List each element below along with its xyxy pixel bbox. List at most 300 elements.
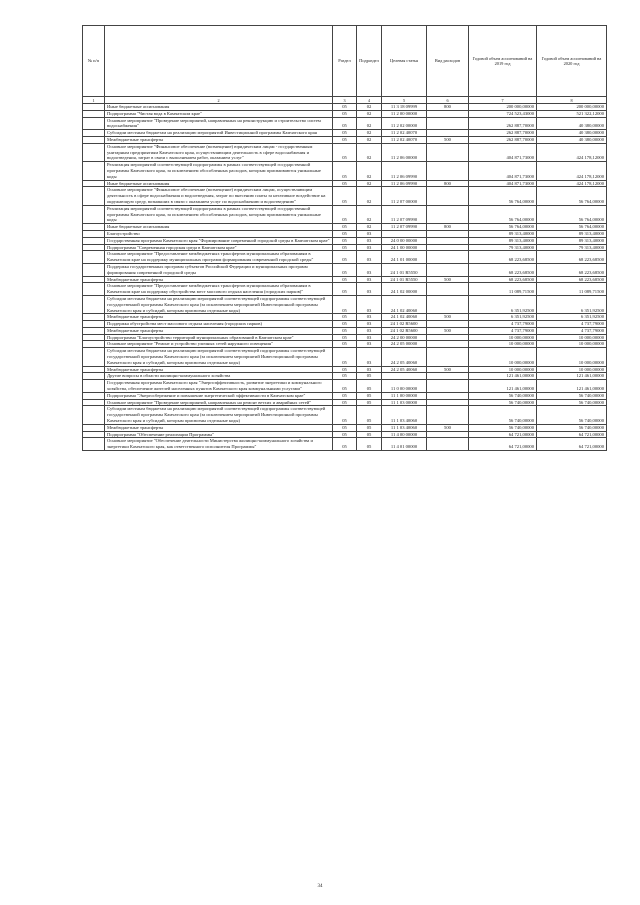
- row-expense-type-cell: 500: [427, 327, 469, 334]
- row-amount-2019-cell: 56 740,00000: [469, 424, 537, 431]
- row-amount-2019-cell: 262 887,70000: [469, 130, 537, 137]
- table-row: [83, 348, 607, 366]
- row-amount-2020-cell: 40 380,00000: [537, 136, 607, 143]
- row-amount-2020-cell: 200 000,00000: [537, 104, 607, 111]
- row-number-cell: [83, 230, 105, 237]
- row-target-article-cell: 11 1 00 00000: [382, 392, 427, 399]
- table-row: [83, 438, 607, 451]
- row-name-cell: Подпрограмма "Чистая вода в Камчатском крае": [105, 110, 333, 117]
- row-expense-type-cell: [427, 341, 469, 348]
- row-number-cell: [83, 162, 105, 180]
- row-expense-type-cell: [427, 143, 469, 161]
- table-row: [83, 230, 607, 237]
- row-amount-2019-cell: 6 351,92500: [469, 314, 537, 321]
- row-podrazdel-cell: 03: [357, 348, 382, 366]
- row-expense-type-cell: [427, 438, 469, 451]
- row-podrazdel-cell: 03: [357, 366, 382, 373]
- row-target-article-cell: 11 2 06 09990: [382, 180, 427, 187]
- row-expense-type-cell: [427, 334, 469, 341]
- row-expense-type-cell: [427, 321, 469, 328]
- row-expense-type-cell: [427, 230, 469, 237]
- row-expense-type-cell: [427, 373, 469, 380]
- row-target-article-cell: 24 1 00 00000: [382, 244, 427, 251]
- row-target-article-cell: 24 1 02 40060: [382, 314, 427, 321]
- row-number-cell: [83, 130, 105, 137]
- row-podrazdel-cell: 05: [357, 424, 382, 431]
- row-podrazdel-cell: 05: [357, 380, 382, 393]
- row-target-article-cell: 24 1 02 40060: [382, 295, 427, 313]
- row-amount-2019-cell: 56 740,00000: [469, 406, 537, 424]
- row-expense-type-cell: 800: [427, 224, 469, 231]
- row-target-article-cell: 11 1 03 00000: [382, 399, 427, 406]
- row-razdel-cell: 05: [333, 424, 357, 431]
- table-header-row: [83, 26, 607, 97]
- row-razdel-cell: 05: [333, 136, 357, 143]
- row-name-cell: Основное мероприятие "Проведение мероприятий, направленных на ремонт ветхих и аварийных сетей": [105, 399, 333, 406]
- table-row: [83, 321, 607, 328]
- row-expense-type-cell: [427, 187, 469, 205]
- row-razdel-cell: 05: [333, 380, 357, 393]
- row-podrazdel-cell: 03: [357, 341, 382, 348]
- row-expense-type-cell: [427, 117, 469, 130]
- table-row: [83, 244, 607, 251]
- table-row: [83, 143, 607, 161]
- table-row: [83, 295, 607, 313]
- row-name-cell: Благоустройство: [105, 230, 333, 237]
- row-target-article-cell: [382, 230, 427, 237]
- budget-sheet: [82, 25, 606, 451]
- row-name-cell: Субсидии местным бюджетам на реализацию мероприятий Инвестиционной программы Камчатского края: [105, 130, 333, 137]
- row-podrazdel-cell: 03: [357, 230, 382, 237]
- row-number-cell: [83, 314, 105, 321]
- row-name-cell: Межбюджетные трансферты: [105, 136, 333, 143]
- row-expense-type-cell: [427, 295, 469, 313]
- row-podrazdel-cell: 02: [357, 162, 382, 180]
- header-expense-type: Вид расходов: [427, 26, 469, 97]
- table-row: [83, 117, 607, 130]
- row-number-cell: [83, 399, 105, 406]
- row-amount-2020-cell: 56 764,00000: [537, 224, 607, 231]
- table-row: [83, 392, 607, 399]
- row-target-article-cell: 24 2 05 40060: [382, 366, 427, 373]
- row-amount-2020-cell: 121 461,00000: [537, 380, 607, 393]
- column-number: 8: [537, 97, 607, 104]
- row-amount-2019-cell: 404 871,73000: [469, 162, 537, 180]
- row-amount-2019-cell: 11 089,71500: [469, 283, 537, 296]
- row-amount-2019-cell: 79 313,40000: [469, 244, 537, 251]
- row-amount-2020-cell: 68 223,68500: [537, 276, 607, 283]
- row-podrazdel-cell: 05: [357, 373, 382, 380]
- row-amount-2019-cell: 64 721,00000: [469, 431, 537, 438]
- row-expense-type-cell: [427, 205, 469, 223]
- row-target-article-cell: 11 2 07 00000: [382, 187, 427, 205]
- row-name-cell: Основное мероприятие "Обеспечение деятельности Министерства жилищно-коммунального хозяйства и энергетики Камчатского края, как ответственного исполнителя Программы": [105, 438, 333, 451]
- row-name-cell: Реализация мероприятий соответствующей подпрограммы в рамках соответствующей государственной программы Камчатского края, за исключением обособленных расходов, которым присваиваются уникальные коды: [105, 162, 333, 180]
- row-razdel-cell: 05: [333, 187, 357, 205]
- row-number-cell: [83, 424, 105, 431]
- row-podrazdel-cell: 03: [357, 276, 382, 283]
- row-amount-2020-cell: 56 740,00000: [537, 399, 607, 406]
- row-expense-type-cell: [427, 162, 469, 180]
- row-expense-type-cell: 800: [427, 104, 469, 111]
- row-podrazdel-cell: 03: [357, 244, 382, 251]
- row-name-cell: Иные бюджетные ассигнования: [105, 104, 333, 111]
- row-amount-2019-cell: 56 764,00000: [469, 205, 537, 223]
- row-amount-2020-cell: 56 740,00000: [537, 424, 607, 431]
- row-razdel-cell: 05: [333, 399, 357, 406]
- row-razdel-cell: 05: [333, 263, 357, 276]
- row-amount-2020-cell: 56 740,00000: [537, 406, 607, 424]
- row-amount-2020-cell: 68 223,68500: [537, 251, 607, 264]
- row-podrazdel-cell: 02: [357, 187, 382, 205]
- row-amount-2020-cell: 424 178,12000: [537, 180, 607, 187]
- row-number-cell: [83, 180, 105, 187]
- row-amount-2020-cell: 521 322,12000: [537, 110, 607, 117]
- row-amount-2020-cell: 56 764,00000: [537, 187, 607, 205]
- row-number-cell: [83, 392, 105, 399]
- row-target-article-cell: 24 0 00 00000: [382, 237, 427, 244]
- row-razdel-cell: 05: [333, 237, 357, 244]
- row-podrazdel-cell: 02: [357, 130, 382, 137]
- row-number-cell: [83, 341, 105, 348]
- row-podrazdel-cell: 02: [357, 205, 382, 223]
- row-number-cell: [83, 276, 105, 283]
- row-number-cell: [83, 224, 105, 231]
- row-amount-2020-cell: 10 000,00000: [537, 366, 607, 373]
- row-amount-2020-cell: 10 000,00000: [537, 334, 607, 341]
- row-expense-type-cell: 500: [427, 276, 469, 283]
- row-target-article-cell: 24 2 05 00000: [382, 341, 427, 348]
- row-number-cell: [83, 205, 105, 223]
- row-expense-type-cell: [427, 348, 469, 366]
- row-amount-2019-cell: 404 871,73000: [469, 143, 537, 161]
- table-row: [83, 263, 607, 276]
- row-name-cell: Основное мероприятие "Предоставление межбюджетных трансфертов муниципальным образованиям в Камчатском крае на поддержку обустройства мест массового отдыха населения (городских парков)": [105, 283, 333, 296]
- row-target-article-cell: [382, 373, 427, 380]
- row-podrazdel-cell: 03: [357, 283, 382, 296]
- row-razdel-cell: 05: [333, 230, 357, 237]
- row-name-cell: Поддержка обустройства мест массового отдыха населения (городских парков): [105, 321, 333, 328]
- table-row: [83, 136, 607, 143]
- table-row: [83, 180, 607, 187]
- row-podrazdel-cell: 03: [357, 263, 382, 276]
- page-number: 34: [317, 884, 323, 889]
- column-number: 2: [105, 97, 333, 104]
- row-expense-type-cell: [427, 380, 469, 393]
- row-podrazdel-cell: 03: [357, 327, 382, 334]
- row-amount-2019-cell: 262 887,70000: [469, 117, 537, 130]
- row-amount-2019-cell: 56 764,00000: [469, 224, 537, 231]
- row-name-cell: Другие вопросы в области жилищно-коммунального хозяйства: [105, 373, 333, 380]
- row-expense-type-cell: [427, 406, 469, 424]
- row-razdel-cell: 05: [333, 373, 357, 380]
- row-number-cell: [83, 110, 105, 117]
- row-name-cell: Основное мероприятие "Финансовое обеспечение (возмещение) юридическим лицам, осуществляющим деятельность в сфере водоснабжения и водоотведения, затрат по внесению платы за негативное воздействие на окружающую среду, возникших в связи с оказанием услуг по водоснабжению и водоотведению": [105, 187, 333, 205]
- row-razdel-cell: 05: [333, 438, 357, 451]
- row-target-article-cell: 11 1 03 40060: [382, 406, 427, 424]
- column-number: 1: [83, 97, 105, 104]
- header-num: № п/п: [83, 26, 105, 97]
- row-name-cell: Основное мероприятие "Проведение мероприятий, направленных на реконструкцию и строительство систем водоснабжения": [105, 117, 333, 130]
- row-name-cell: Государственная программа Камчатского края "Энергоэффективность, развитие энергетики и коммунального хозяйства, обеспечение жителей населенных пунктов Камчатского края коммунальными услугами": [105, 380, 333, 393]
- column-number: 7: [469, 97, 537, 104]
- row-number-cell: [83, 373, 105, 380]
- row-podrazdel-cell: 02: [357, 136, 382, 143]
- row-expense-type-cell: [427, 263, 469, 276]
- row-razdel-cell: 05: [333, 341, 357, 348]
- row-razdel-cell: 05: [333, 180, 357, 187]
- row-amount-2019-cell: 89 313,40000: [469, 230, 537, 237]
- table-row: [83, 341, 607, 348]
- row-razdel-cell: 05: [333, 104, 357, 111]
- row-target-article-cell: 24 2 05 40060: [382, 348, 427, 366]
- table-row: [83, 205, 607, 223]
- row-target-article-cell: 11 2 02 40070: [382, 130, 427, 137]
- row-target-article-cell: 24 1 02 00000: [382, 283, 427, 296]
- row-podrazdel-cell: 03: [357, 237, 382, 244]
- row-number-cell: [83, 244, 105, 251]
- column-number-row: [83, 97, 607, 104]
- row-number-cell: [83, 321, 105, 328]
- row-amount-2020-cell: 89 313,40000: [537, 237, 607, 244]
- row-name-cell: Основное мероприятие "Ремонт и устройство уличных сетей наружного освещения": [105, 341, 333, 348]
- table-row: [83, 327, 607, 334]
- row-amount-2019-cell: 4 737,79000: [469, 327, 537, 334]
- row-amount-2019-cell: 10 000,00000: [469, 341, 537, 348]
- row-podrazdel-cell: 02: [357, 117, 382, 130]
- row-podrazdel-cell: 03: [357, 314, 382, 321]
- row-razdel-cell: 05: [333, 224, 357, 231]
- row-podrazdel-cell: 03: [357, 295, 382, 313]
- header-razdel: Раздел: [333, 26, 357, 97]
- header-amount-2020: Годовой объем ассигнований на 2020 год: [537, 26, 607, 97]
- row-target-article-cell: 24 1 01 R5550: [382, 276, 427, 283]
- row-amount-2019-cell: 56 740,00000: [469, 392, 537, 399]
- row-podrazdel-cell: 02: [357, 104, 382, 111]
- row-name-cell: Субсидии местным бюджетам на реализацию мероприятий соответствующей подпрограммы соответствующей государственной программы Камчатского края (за исключением мероприятий Инвестиционной программы Камчатского края и субсидий, которым присвоены отдельные коды): [105, 406, 333, 424]
- row-number-cell: [83, 327, 105, 334]
- row-number-cell: [83, 187, 105, 205]
- row-name-cell: Межбюджетные трансферты: [105, 424, 333, 431]
- row-amount-2019-cell: 200 000,00000: [469, 104, 537, 111]
- row-number-cell: [83, 431, 105, 438]
- row-podrazdel-cell: 02: [357, 143, 382, 161]
- row-razdel-cell: 05: [333, 406, 357, 424]
- row-amount-2020-cell: 6 351,92500: [537, 314, 607, 321]
- table-row: [83, 314, 607, 321]
- row-name-cell: Основное мероприятие "Предоставление межбюджетных трансфертов муниципальным образованиям в Камчатском крае на поддержку муниципальных программ формирования современной городской среды": [105, 251, 333, 264]
- row-name-cell: Подпрограмма "Энергосбережение и повышение энергетической эффективности в Камчатском крае": [105, 392, 333, 399]
- row-podrazdel-cell: 03: [357, 321, 382, 328]
- row-amount-2020-cell: 6 351,92500: [537, 295, 607, 313]
- column-number: 4: [357, 97, 382, 104]
- row-amount-2019-cell: 724 523,43000: [469, 110, 537, 117]
- row-amount-2019-cell: 68 223,68500: [469, 276, 537, 283]
- row-amount-2020-cell: 11 089,71500: [537, 283, 607, 296]
- row-amount-2020-cell: 64 721,00000: [537, 438, 607, 451]
- row-number-cell: [83, 143, 105, 161]
- row-amount-2020-cell: 4 737,79000: [537, 321, 607, 328]
- row-amount-2019-cell: 121 461,00000: [469, 373, 537, 380]
- row-target-article-cell: 11 4 00 00000: [382, 431, 427, 438]
- row-podrazdel-cell: 02: [357, 110, 382, 117]
- row-number-cell: [83, 380, 105, 393]
- row-amount-2019-cell: 6 351,92500: [469, 295, 537, 313]
- row-name-cell: Субсидии местным бюджетам на реализацию мероприятий соответствующей подпрограммы соответствующей государственной программы Камчатского края (за исключением мероприятий Инвестиционной программы Камчатского края и субсидий, которым присвоены отдельные коды): [105, 348, 333, 366]
- row-podrazdel-cell: 02: [357, 180, 382, 187]
- row-target-article-cell: 11 4 01 00000: [382, 438, 427, 451]
- table-row: [83, 373, 607, 380]
- row-razdel-cell: 05: [333, 348, 357, 366]
- row-number-cell: [83, 251, 105, 264]
- row-target-article-cell: 11 2 00 00000: [382, 110, 427, 117]
- table-row: [83, 224, 607, 231]
- row-target-article-cell: 24 1 01 00000: [382, 251, 427, 264]
- row-amount-2019-cell: 10 000,00000: [469, 366, 537, 373]
- row-amount-2019-cell: 404 871,73000: [469, 180, 537, 187]
- row-target-article-cell: 11 2 07 09990: [382, 224, 427, 231]
- row-number-cell: [83, 334, 105, 341]
- row-target-article-cell: 24 1 02 R5600: [382, 327, 427, 334]
- row-podrazdel-cell: 05: [357, 438, 382, 451]
- row-number-cell: [83, 263, 105, 276]
- row-amount-2019-cell: 89 313,40000: [469, 237, 537, 244]
- budget-table: [82, 25, 607, 451]
- row-amount-2020-cell: 121 461,00000: [537, 373, 607, 380]
- row-target-article-cell: 11 1 03 40060: [382, 424, 427, 431]
- table-row: [83, 187, 607, 205]
- row-name-cell: Иные бюджетные ассигнования: [105, 224, 333, 231]
- row-amount-2019-cell: 56 764,00000: [469, 187, 537, 205]
- row-razdel-cell: 05: [333, 130, 357, 137]
- row-expense-type-cell: [427, 251, 469, 264]
- row-amount-2019-cell: 68 223,68500: [469, 251, 537, 264]
- row-amount-2020-cell: 89 313,40000: [537, 230, 607, 237]
- row-expense-type-cell: [427, 130, 469, 137]
- row-razdel-cell: 05: [333, 162, 357, 180]
- row-podrazdel-cell: 05: [357, 392, 382, 399]
- row-podrazdel-cell: 03: [357, 334, 382, 341]
- row-amount-2020-cell: 10 000,00000: [537, 348, 607, 366]
- row-razdel-cell: 05: [333, 205, 357, 223]
- row-name-cell: Поддержка государственных программ субъектов Российской Федерации и муниципальных программ формирования современной городской среды: [105, 263, 333, 276]
- table-row: [83, 130, 607, 137]
- row-name-cell: Межбюджетные трансферты: [105, 314, 333, 321]
- table-row: [83, 431, 607, 438]
- row-amount-2019-cell: 10 000,00000: [469, 348, 537, 366]
- header-amount-2019: Годовой объем ассигнований на 2019 год: [469, 26, 537, 97]
- row-razdel-cell: 05: [333, 295, 357, 313]
- row-expense-type-cell: [427, 110, 469, 117]
- row-amount-2020-cell: 56 740,00000: [537, 392, 607, 399]
- table-row: [83, 251, 607, 264]
- row-amount-2020-cell: 68 223,68500: [537, 263, 607, 276]
- row-name-cell: Межбюджетные трансферты: [105, 366, 333, 373]
- table-row: [83, 424, 607, 431]
- row-podrazdel-cell: 05: [357, 406, 382, 424]
- row-target-article-cell: 11 3 18 09999: [382, 104, 427, 111]
- row-amount-2019-cell: 64 721,00000: [469, 438, 537, 451]
- row-amount-2020-cell: 10 000,00000: [537, 341, 607, 348]
- row-razdel-cell: 05: [333, 251, 357, 264]
- row-expense-type-cell: 500: [427, 424, 469, 431]
- row-podrazdel-cell: 05: [357, 431, 382, 438]
- row-amount-2019-cell: 4 737,79000: [469, 321, 537, 328]
- row-amount-2020-cell: 64 721,00000: [537, 431, 607, 438]
- row-name-cell: Межбюджетные трансферты: [105, 276, 333, 283]
- table-row: [83, 104, 607, 111]
- row-number-cell: [83, 237, 105, 244]
- row-expense-type-cell: [427, 392, 469, 399]
- row-expense-type-cell: [427, 244, 469, 251]
- row-target-article-cell: 24 1 02 R5600: [382, 321, 427, 328]
- row-podrazdel-cell: 02: [357, 224, 382, 231]
- row-name-cell: Подпрограмма "Современная городская среда в Камчатском крае": [105, 244, 333, 251]
- row-amount-2019-cell: 56 740,00000: [469, 399, 537, 406]
- row-target-article-cell: 24 1 01 R5550: [382, 263, 427, 276]
- row-expense-type-cell: [427, 399, 469, 406]
- row-name-cell: Государственная программа Камчатского края "Формирование современной городской среды в Камчатском крае": [105, 237, 333, 244]
- column-number: 3: [333, 97, 357, 104]
- row-amount-2019-cell: 10 000,00000: [469, 334, 537, 341]
- row-name-cell: Реализация мероприятий соответствующей подпрограммы в рамках соответствующей государственной программы Камчатского края, за исключением обособленных расходов, которым присваиваются уникальные коды: [105, 205, 333, 223]
- row-number-cell: [83, 406, 105, 424]
- row-amount-2020-cell: 424 178,12000: [537, 143, 607, 161]
- row-razdel-cell: 05: [333, 392, 357, 399]
- row-target-article-cell: 11 0 00 00000: [382, 380, 427, 393]
- row-expense-type-cell: [427, 431, 469, 438]
- row-amount-2019-cell: 262 887,70000: [469, 136, 537, 143]
- table-row: [83, 406, 607, 424]
- row-number-cell: [83, 348, 105, 366]
- row-amount-2020-cell: 79 313,40000: [537, 244, 607, 251]
- header-name: [105, 26, 333, 97]
- row-name-cell: Подпрограмма "Благоустройство территорий муниципальных образований в Камчатском крае": [105, 334, 333, 341]
- row-amount-2020-cell: 40 380,00000: [537, 117, 607, 130]
- table-body: [83, 104, 607, 451]
- row-amount-2020-cell: 4 737,79000: [537, 327, 607, 334]
- row-target-article-cell: 11 2 07 09990: [382, 205, 427, 223]
- row-number-cell: [83, 117, 105, 130]
- table-row: [83, 366, 607, 373]
- row-razdel-cell: 05: [333, 431, 357, 438]
- row-expense-type-cell: 500: [427, 366, 469, 373]
- row-expense-type-cell: 500: [427, 136, 469, 143]
- table-row: [83, 237, 607, 244]
- row-name-cell: Межбюджетные трансферты: [105, 327, 333, 334]
- row-expense-type-cell: 800: [427, 180, 469, 187]
- row-number-cell: [83, 295, 105, 313]
- row-expense-type-cell: 500: [427, 314, 469, 321]
- row-number-cell: [83, 136, 105, 143]
- table-row: [83, 283, 607, 296]
- header-target-article: Целевая статья: [382, 26, 427, 97]
- row-razdel-cell: 05: [333, 366, 357, 373]
- row-amount-2019-cell: 121 461,00000: [469, 380, 537, 393]
- table-row: [83, 110, 607, 117]
- table-row: [83, 162, 607, 180]
- header-podrazdel: Подраздел: [357, 26, 382, 97]
- row-number-cell: [83, 104, 105, 111]
- table-row: [83, 276, 607, 283]
- row-target-article-cell: 11 2 02 00000: [382, 117, 427, 130]
- column-number: 5: [382, 97, 427, 104]
- row-razdel-cell: 05: [333, 321, 357, 328]
- row-name-cell: Подпрограмма "Обеспечение реализации Программы": [105, 431, 333, 438]
- row-name-cell: Основное мероприятие "Финансовое обеспечение (возмещение) юридическим лицам - государственным унитарным предприятиям Камчатского края, осуществляющим деятельность в сфере водоснабжения и водоотведения, затрат в связи с выполнением работ, оказанием услуг": [105, 143, 333, 161]
- row-name-cell: Иные бюджетные ассигнования: [105, 180, 333, 187]
- table-row: [83, 380, 607, 393]
